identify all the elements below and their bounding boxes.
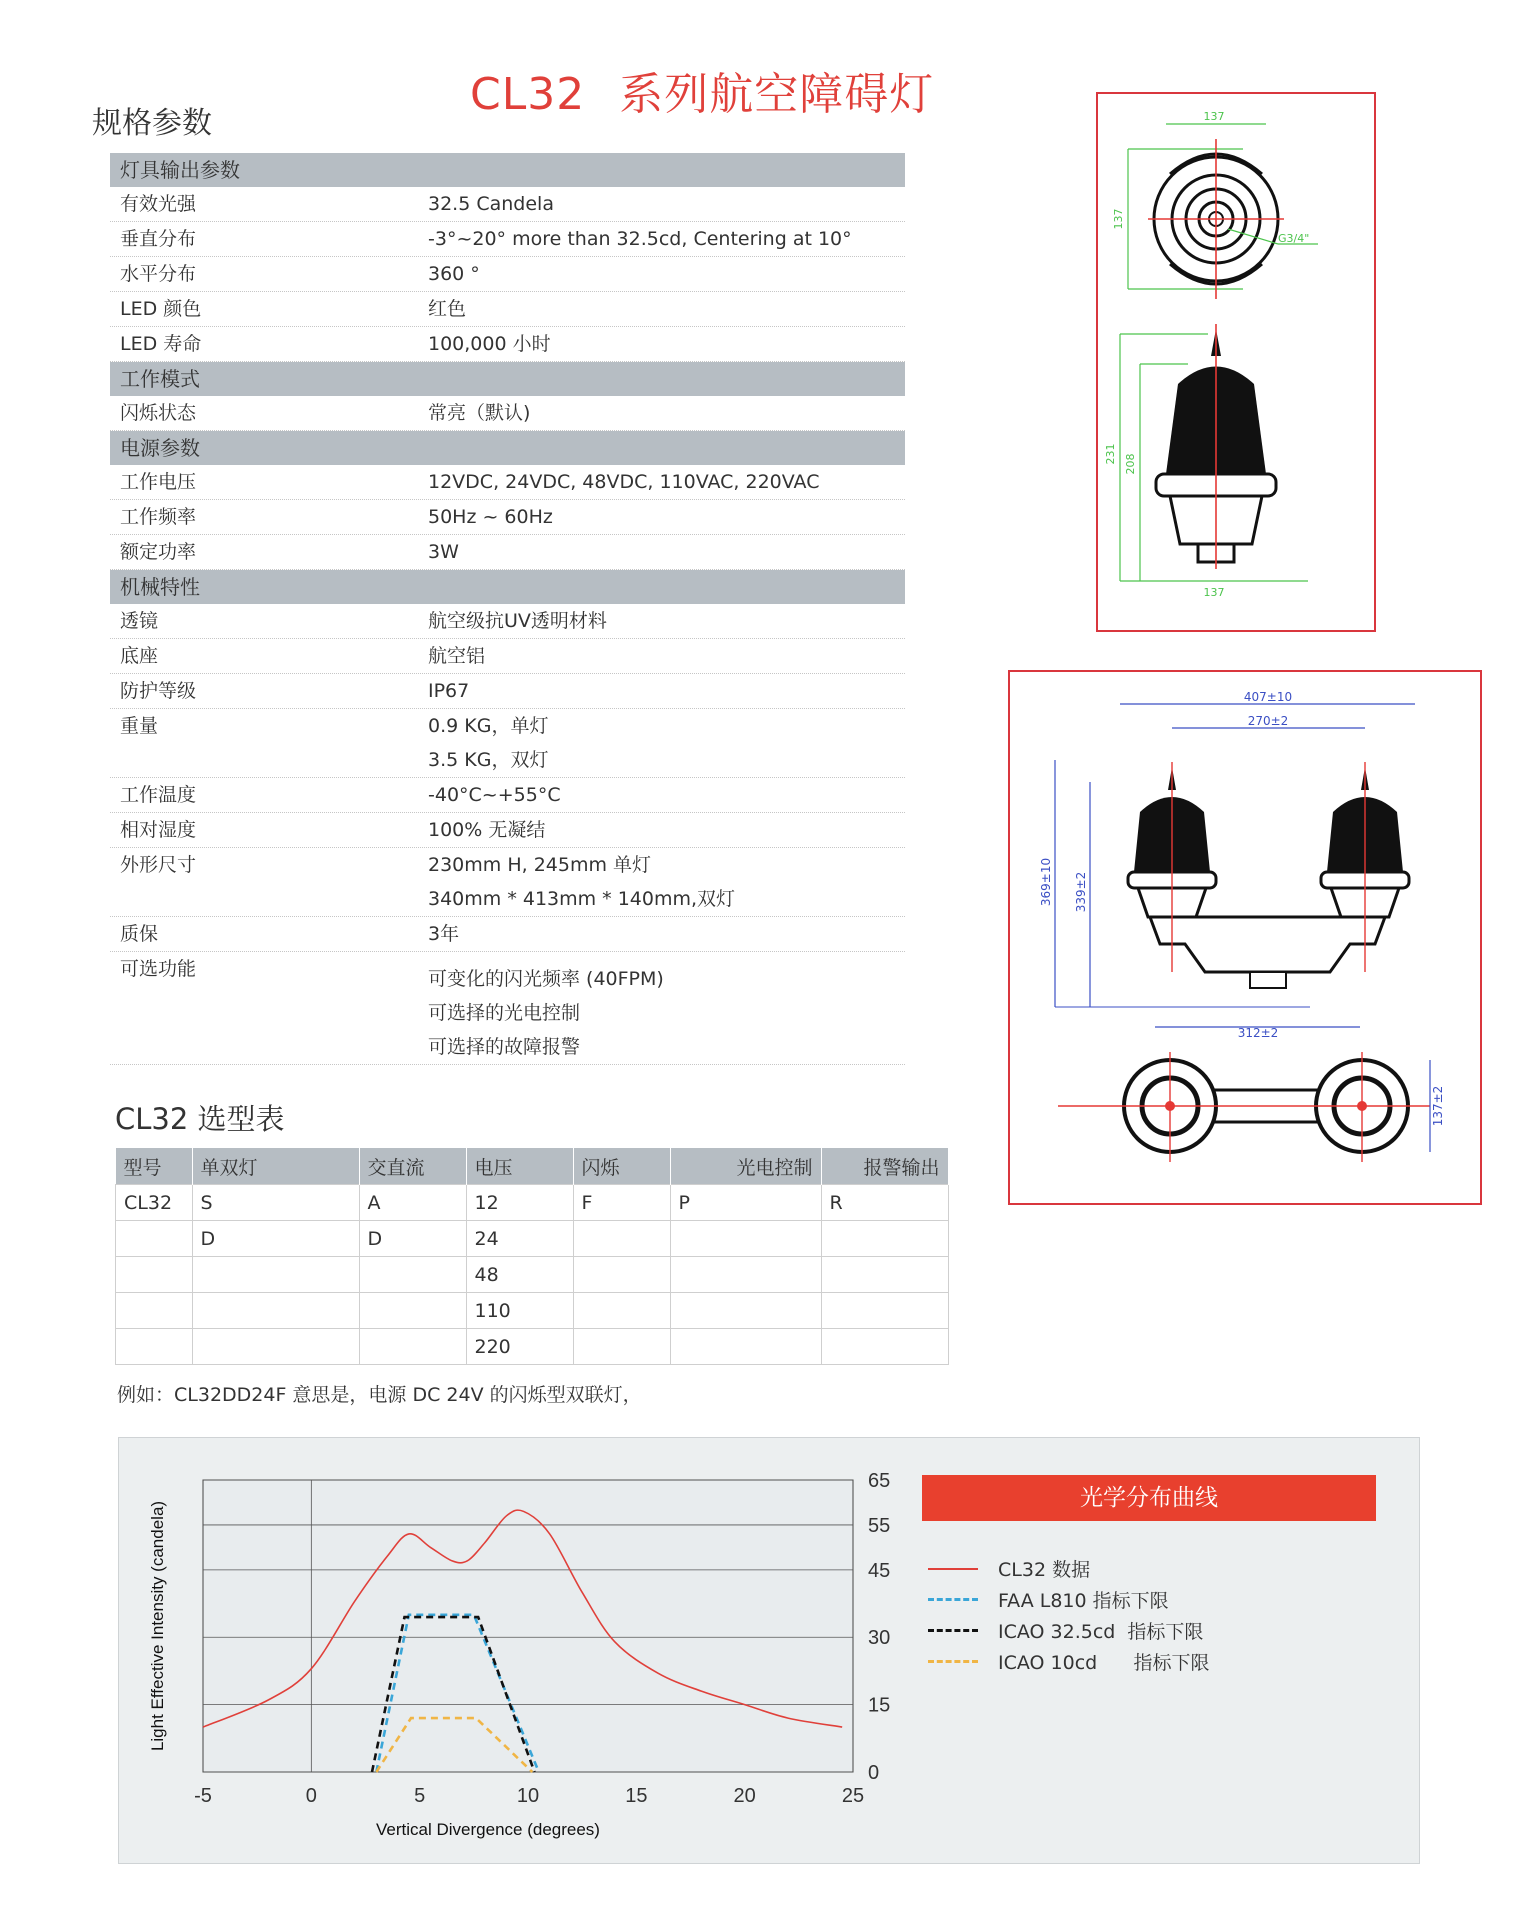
spec-row xyxy=(110,327,905,362)
spec-row xyxy=(110,604,905,639)
legend-swatch xyxy=(928,1660,978,1663)
spec-value: 100,000 小时 xyxy=(428,333,551,355)
spec-label: LED 颜色 xyxy=(120,298,202,320)
spec-value: 3W xyxy=(428,541,459,563)
spec-label: LED 寿命 xyxy=(120,333,202,355)
table-cell xyxy=(573,1329,670,1365)
x-axis-label: Vertical Divergence (degrees) xyxy=(376,1820,600,1839)
selection-title: CL32 选型表 xyxy=(115,1102,285,1136)
spec-label: 有效光强 xyxy=(120,193,197,215)
spec-label: 水平分布 xyxy=(120,263,197,285)
table-cell xyxy=(821,1221,948,1257)
col-header: 型号 xyxy=(116,1148,193,1185)
dim-label: G3/4" xyxy=(1278,232,1310,245)
spec-value: IP67 xyxy=(428,680,470,702)
spec-row xyxy=(110,396,905,431)
spec-value: 3年 xyxy=(428,923,460,945)
table-cell: R xyxy=(821,1185,948,1221)
y-axis-label: Light Effective Intensity (candela) xyxy=(148,1500,167,1752)
dim-label: 137±2 xyxy=(1431,1085,1445,1127)
table-cell xyxy=(192,1293,359,1329)
spec-row xyxy=(110,639,905,674)
table-cell xyxy=(670,1293,821,1329)
spec-value: 航空级抗UV透明材料 xyxy=(428,610,607,632)
spec-row xyxy=(110,535,905,570)
legend-label: FAA L810 指标下限 xyxy=(998,1590,1169,1612)
dim-label: 137 xyxy=(1203,110,1225,123)
spec-label: 工作电压 xyxy=(120,471,197,493)
y-tick-label: 65 xyxy=(868,1470,891,1492)
spec-label: 闪烁状态 xyxy=(120,402,197,424)
table-cell: A xyxy=(359,1185,466,1221)
spec-row xyxy=(110,500,905,535)
legend-item xyxy=(928,1555,1090,1582)
spec-row xyxy=(110,257,905,292)
spec-row xyxy=(110,674,905,709)
table-cell: 48 xyxy=(466,1257,573,1293)
legend-item xyxy=(928,1648,1209,1675)
title-model: CL32 xyxy=(470,69,586,120)
table-cell: CL32 xyxy=(116,1185,193,1221)
spec-value: 可变化的闪光频率 (40FPM) xyxy=(428,968,664,990)
spec-label: 工作温度 xyxy=(120,784,197,806)
double-lamp-drawing xyxy=(1010,672,1480,1203)
spec-row xyxy=(110,465,905,500)
table-cell xyxy=(359,1293,466,1329)
x-tick-label: 20 xyxy=(733,1785,756,1807)
page-title xyxy=(470,58,934,122)
x-tick-label: 10 xyxy=(516,1785,540,1807)
side-view xyxy=(1104,324,1308,599)
table-cell: 110 xyxy=(466,1293,573,1329)
table-cell xyxy=(821,1257,948,1293)
spec-value: 3.5 KG，双灯 xyxy=(428,749,549,771)
col-header: 电压 xyxy=(466,1148,573,1185)
table-row xyxy=(116,1221,949,1257)
spec-value: -40°C~+55°C xyxy=(428,784,561,806)
legend-swatch xyxy=(928,1568,978,1570)
spec-label: 质保 xyxy=(120,923,159,945)
table-cell: S xyxy=(192,1185,359,1221)
spec-row xyxy=(110,813,905,848)
double-front-view xyxy=(1039,690,1415,1040)
dim-label: 231 xyxy=(1104,443,1117,465)
table-row xyxy=(116,1329,949,1365)
table-cell xyxy=(116,1257,193,1293)
spec-value: 航空铝 xyxy=(428,645,486,667)
chart-title: 光学分布曲线 xyxy=(922,1475,1376,1521)
spec-label: 底座 xyxy=(120,645,159,667)
spec-row xyxy=(110,292,905,327)
spec-row xyxy=(110,778,905,813)
y-tick-label: 15 xyxy=(868,1694,891,1717)
spec-row xyxy=(110,222,905,257)
dim-label: 137 xyxy=(1203,586,1225,599)
spec-value: 340mm * 413mm * 140mm,双灯 xyxy=(428,888,736,910)
legend-swatch xyxy=(928,1598,978,1601)
spec-label: 透镜 xyxy=(120,610,159,632)
plot-area xyxy=(203,1480,853,1772)
single-lamp-drawing-frame xyxy=(1096,92,1376,632)
x-tick-label: -5 xyxy=(194,1785,212,1807)
table-cell xyxy=(821,1293,948,1329)
table-cell: P xyxy=(670,1185,821,1221)
table-row xyxy=(116,1185,949,1221)
example-note: 例如：CL32DD24F 意思是，电源 DC 24V 的闪烁型双联灯， xyxy=(117,1384,642,1406)
spec-value: 可选择的故障报警 xyxy=(428,1036,581,1058)
spec-row xyxy=(110,187,905,222)
spec-value: 可选择的光电控制 xyxy=(428,1002,581,1024)
x-tick-label: 15 xyxy=(625,1785,648,1807)
col-header: 光电控制 xyxy=(670,1148,821,1185)
table-cell xyxy=(821,1329,948,1365)
col-header: 单双灯 xyxy=(192,1148,359,1185)
x-tick-label: 25 xyxy=(841,1785,865,1807)
spec-table xyxy=(110,153,905,1065)
table-cell xyxy=(359,1329,466,1365)
table-row xyxy=(116,1293,949,1329)
spec-value: 12VDC, 24VDC, 48VDC, 110VAC, 220VAC xyxy=(428,471,820,493)
section-power: 电源参数 xyxy=(110,431,905,465)
spec-label: 相对湿度 xyxy=(120,819,197,841)
legend-label: CL32 数据 xyxy=(998,1559,1091,1581)
spec-row xyxy=(110,848,905,917)
single-lamp-drawing xyxy=(1098,94,1374,630)
spec-label: 外形尺寸 xyxy=(120,854,197,876)
top-view xyxy=(1112,110,1318,299)
table-cell xyxy=(670,1257,821,1293)
dim-label: 270±2 xyxy=(1247,714,1289,728)
table-cell xyxy=(192,1257,359,1293)
section-mech: 机械特性 xyxy=(110,570,905,604)
x-tick-label: 5 xyxy=(414,1785,426,1807)
table-cell xyxy=(670,1329,821,1365)
table-cell xyxy=(359,1257,466,1293)
y-tick-label: 45 xyxy=(868,1559,891,1582)
table-cell xyxy=(192,1329,359,1365)
spec-value: 0.9 KG，单灯 xyxy=(428,715,549,737)
spec-label: 垂直分布 xyxy=(120,228,197,250)
x-tick-label: 0 xyxy=(305,1785,317,1807)
spec-label: 额定功率 xyxy=(120,541,197,563)
spec-value: 360 ° xyxy=(428,263,480,285)
spec-label: 工作频率 xyxy=(120,506,197,528)
spec-value: 230mm H, 245mm 单灯 xyxy=(428,854,652,876)
spec-row xyxy=(110,952,905,1065)
legend-item xyxy=(928,1617,1203,1644)
y-tick-label: 55 xyxy=(868,1514,891,1537)
table-cell: 24 xyxy=(466,1221,573,1257)
section-output: 灯具输出参数 xyxy=(110,153,905,187)
legend-label: ICAO 10cd 指标下限 xyxy=(998,1652,1210,1674)
spec-label: 可选功能 xyxy=(120,958,197,980)
table-cell: D xyxy=(359,1221,466,1257)
legend-swatch xyxy=(928,1629,978,1632)
selection-header-row xyxy=(116,1148,949,1185)
table-cell xyxy=(670,1221,821,1257)
spec-row xyxy=(110,917,905,952)
legend-item xyxy=(928,1586,1169,1613)
dim-label: 407±10 xyxy=(1243,690,1293,704)
table-cell: 12 xyxy=(466,1185,573,1221)
spec-label: 重量 xyxy=(120,715,159,737)
y-tick-label: 0 xyxy=(868,1762,880,1784)
table-row xyxy=(116,1257,949,1293)
spec-value: 50Hz ~ 60Hz xyxy=(428,506,553,528)
col-header: 报警输出 xyxy=(821,1148,948,1185)
table-cell xyxy=(116,1329,193,1365)
selection-table xyxy=(115,1148,949,1365)
legend-label: ICAO 32.5cd 指标下限 xyxy=(998,1621,1204,1643)
section-mode: 工作模式 xyxy=(110,362,905,396)
spec-label: 防护等级 xyxy=(120,680,197,702)
spec-value: 32.5 Candela xyxy=(428,193,554,215)
y-tick-label: 30 xyxy=(868,1627,891,1650)
specs-subtitle: 规格参数 xyxy=(92,106,212,141)
spec-value: 100% 无凝结 xyxy=(428,819,546,841)
table-cell xyxy=(116,1293,193,1329)
spec-row xyxy=(110,709,905,778)
table-cell: F xyxy=(573,1185,670,1221)
double-lamp-drawing-frame xyxy=(1008,670,1482,1205)
col-header: 交直流 xyxy=(359,1148,466,1185)
spec-value: 红色 xyxy=(428,298,467,320)
table-cell xyxy=(116,1221,193,1257)
dim-label: 339±2 xyxy=(1074,871,1088,913)
col-header: 闪烁 xyxy=(573,1148,670,1185)
dim-label: 137 xyxy=(1112,208,1125,230)
table-cell xyxy=(573,1293,670,1329)
table-cell xyxy=(573,1221,670,1257)
dim-label: 208 xyxy=(1124,453,1137,475)
table-cell: D xyxy=(192,1221,359,1257)
dim-label: 312±2 xyxy=(1237,1026,1279,1040)
spec-value: -3°~20° more than 32.5cd, Centering at 10° xyxy=(428,228,852,250)
spec-value: 常亮（默认) xyxy=(428,402,531,424)
double-top-view xyxy=(1058,1052,1445,1162)
dim-label: 369±10 xyxy=(1039,857,1053,907)
table-cell: 220 xyxy=(466,1329,573,1365)
table-cell xyxy=(573,1257,670,1293)
title-text: 系列航空障碍灯 xyxy=(619,69,935,120)
